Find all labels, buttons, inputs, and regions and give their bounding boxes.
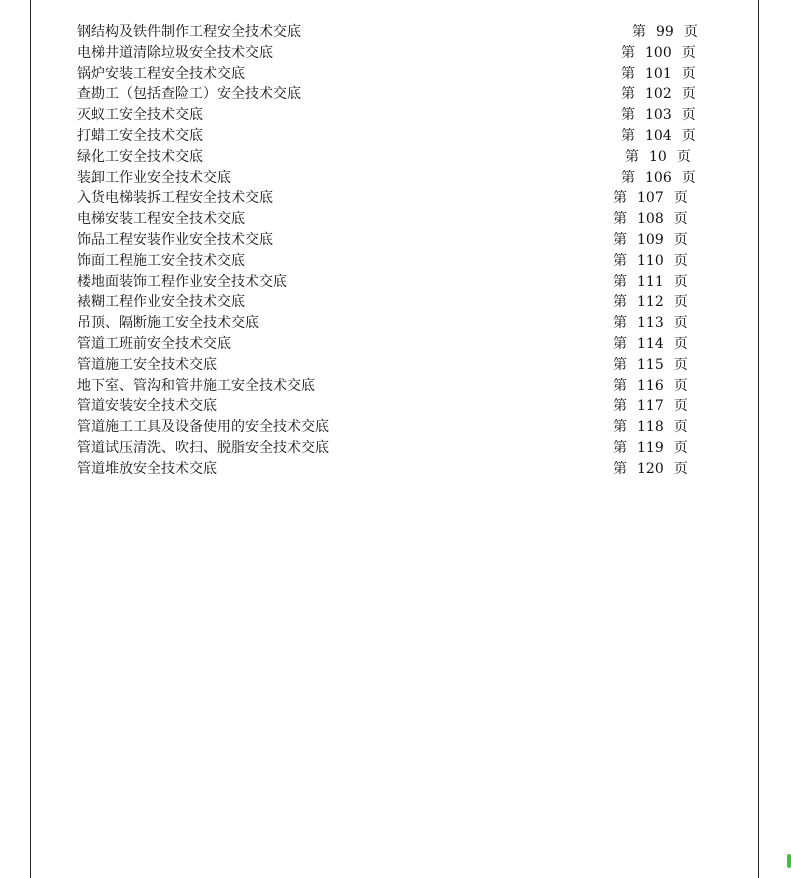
toc-entry-title: 管道试压清洗、吹扫、脱脂安全技术交底 — [77, 439, 329, 456]
page-suffix: 页 — [681, 65, 696, 82]
toc-entry-title: 管道堆放安全技术交底 — [77, 460, 217, 477]
toc-entry-page-ref — [621, 43, 696, 64]
page-prefix: 第 — [613, 211, 627, 228]
toc-entry-page-ref — [621, 64, 696, 85]
toc-entry[interactable] — [0, 438, 791, 459]
page-suffix: 页 — [673, 252, 688, 269]
page-prefix: 第 — [613, 377, 627, 394]
toc-entry-title: 裱糊工程作业安全技术交底 — [77, 294, 245, 311]
page-suffix: 页 — [681, 127, 696, 144]
green-marker-icon — [787, 854, 791, 868]
toc-entry[interactable] — [0, 355, 791, 376]
page-number: 106 — [645, 169, 672, 186]
page-number: 104 — [645, 127, 672, 144]
toc-entry-title: 灭蚁工安全技术交底 — [77, 107, 203, 124]
page-number: 113 — [637, 315, 664, 332]
page-suffix: 页 — [673, 419, 688, 436]
toc-entry-page-ref — [632, 22, 698, 43]
page-prefix: 第 — [613, 398, 627, 415]
page-number: 114 — [637, 335, 664, 352]
toc-entry[interactable] — [0, 105, 791, 126]
page-number: 100 — [645, 44, 672, 61]
page-suffix: 页 — [673, 460, 688, 477]
toc-entry[interactable] — [0, 188, 791, 209]
toc-entry-title: 查勘工（包括查险工）安全技术交底 — [77, 86, 301, 103]
page-number: 110 — [637, 252, 664, 269]
toc-entry-page-ref — [613, 396, 688, 417]
page-number: 103 — [645, 107, 672, 124]
page-suffix: 页 — [673, 273, 688, 290]
toc-entry-title: 管道安装安全技术交底 — [77, 398, 217, 415]
toc-entry-page-ref — [613, 417, 688, 438]
page-suffix: 页 — [681, 44, 696, 61]
page-number: 115 — [637, 356, 664, 373]
page-suffix: 页 — [673, 190, 688, 207]
page-prefix: 第 — [613, 231, 627, 248]
toc-entry-title: 钢结构及铁件制作工程安全技术交底 — [77, 24, 301, 40]
toc-entry-page-ref — [613, 459, 688, 480]
page-suffix: 页 — [683, 24, 698, 40]
toc-entry[interactable] — [0, 417, 791, 438]
page-prefix: 第 — [613, 335, 627, 352]
page-suffix: 页 — [673, 439, 688, 456]
page-number: 109 — [637, 231, 664, 248]
toc-entry-page-ref — [613, 188, 688, 209]
page-suffix: 页 — [673, 315, 688, 332]
toc-entry[interactable] — [0, 84, 791, 105]
page-number: 102 — [645, 86, 672, 103]
toc-entry-page-ref — [613, 292, 688, 313]
toc-entry[interactable] — [0, 230, 791, 251]
toc-entry[interactable] — [0, 147, 791, 168]
toc-entry-title: 锅炉安装工程安全技术交底 — [77, 65, 245, 82]
toc-entry-page-ref — [613, 438, 688, 459]
page-number: 111 — [637, 273, 664, 290]
page-prefix: 第 — [621, 65, 635, 82]
page-number: 116 — [637, 377, 664, 394]
page-prefix: 第 — [613, 190, 627, 207]
toc-entry-title: 装卸工作业安全技术交底 — [77, 169, 231, 186]
toc-entry[interactable] — [0, 209, 791, 230]
page-suffix: 页 — [681, 86, 696, 103]
page-suffix: 页 — [681, 169, 696, 186]
toc-entry-page-ref — [613, 355, 688, 376]
page-suffix: 页 — [676, 148, 691, 165]
toc-entry[interactable] — [0, 459, 791, 480]
page-number: 112 — [637, 294, 664, 311]
toc-entry-page-ref — [625, 147, 691, 168]
toc-entry-title: 管道施工安全技术交底 — [77, 356, 217, 373]
page-prefix: 第 — [621, 44, 635, 61]
toc-entry-page-ref — [621, 84, 696, 105]
page-number: 99 — [656, 24, 674, 40]
toc-entry-page-ref — [613, 334, 688, 355]
page-number: 118 — [637, 419, 664, 436]
page-suffix: 页 — [673, 356, 688, 373]
page-prefix: 第 — [613, 419, 627, 436]
toc-entry-page-ref — [621, 105, 696, 126]
toc-entry[interactable] — [0, 396, 791, 417]
toc-entry-page-ref — [621, 168, 696, 189]
toc-entry[interactable] — [0, 272, 791, 293]
toc-entry-title: 饰品工程安装作业安全技术交底 — [77, 231, 273, 248]
page-suffix: 页 — [673, 294, 688, 311]
toc-entry-title: 管道施工工具及设备使用的安全技术交底 — [77, 419, 329, 436]
page-number: 119 — [637, 439, 664, 456]
toc-entry[interactable] — [0, 251, 791, 272]
toc-entry[interactable] — [0, 126, 791, 147]
page-suffix: 页 — [673, 377, 688, 394]
toc-entry-page-ref — [621, 126, 696, 147]
page-prefix: 第 — [632, 24, 646, 40]
toc-entry[interactable] — [0, 334, 791, 355]
page-prefix: 第 — [613, 252, 627, 269]
page-suffix: 页 — [673, 211, 688, 228]
page-prefix: 第 — [621, 86, 635, 103]
table-of-contents — [0, 22, 791, 480]
page-prefix: 第 — [625, 148, 639, 165]
toc-entry-title: 饰面工程施工安全技术交底 — [77, 252, 245, 269]
page-number: 10 — [649, 148, 667, 165]
toc-entry[interactable] — [0, 168, 791, 189]
page-prefix: 第 — [613, 315, 627, 332]
toc-entry[interactable] — [0, 64, 791, 85]
page-suffix: 页 — [681, 107, 696, 124]
toc-entry-title: 吊顶、隔断施工安全技术交底 — [77, 315, 259, 332]
toc-entry-page-ref — [613, 230, 688, 251]
toc-entry[interactable] — [0, 376, 791, 397]
toc-entry-title: 绿化工安全技术交底 — [77, 148, 203, 165]
page-prefix: 第 — [613, 460, 627, 477]
page-prefix: 第 — [613, 439, 627, 456]
page-prefix: 第 — [613, 294, 627, 311]
page-prefix: 第 — [621, 169, 635, 186]
toc-entry[interactable] — [0, 43, 791, 64]
page-suffix: 页 — [673, 335, 688, 352]
toc-entry-title: 楼地面装饰工程作业安全技术交底 — [77, 273, 287, 290]
toc-entry-title: 入货电梯装拆工程安全技术交底 — [77, 190, 273, 207]
toc-entry-page-ref — [613, 251, 688, 272]
toc-entry-page-ref — [613, 209, 688, 230]
page-suffix: 页 — [673, 398, 688, 415]
page-prefix: 第 — [621, 127, 635, 144]
toc-entry-title: 电梯井道清除垃圾安全技术交底 — [77, 44, 273, 61]
toc-entry[interactable] — [0, 313, 791, 334]
toc-entry[interactable] — [0, 22, 791, 43]
toc-entry-title: 打蜡工安全技术交底 — [77, 127, 203, 144]
toc-entry-title: 地下室、管沟和管井施工安全技术交底 — [77, 377, 315, 394]
page-number: 108 — [637, 211, 664, 228]
toc-entry-page-ref — [613, 376, 688, 397]
toc-entry-title: 管道工班前安全技术交底 — [77, 335, 231, 352]
page-suffix: 页 — [673, 231, 688, 248]
page-number: 107 — [637, 190, 664, 207]
page-number: 117 — [637, 398, 664, 415]
toc-entry-title: 电梯安装工程安全技术交底 — [77, 211, 245, 228]
toc-entry[interactable] — [0, 292, 791, 313]
page-prefix: 第 — [613, 356, 627, 373]
page-prefix: 第 — [613, 273, 627, 290]
page-number: 120 — [637, 460, 664, 477]
page-number: 101 — [645, 65, 672, 82]
toc-entry-page-ref — [613, 313, 688, 334]
page-prefix: 第 — [621, 107, 635, 124]
toc-entry-page-ref — [613, 272, 688, 293]
